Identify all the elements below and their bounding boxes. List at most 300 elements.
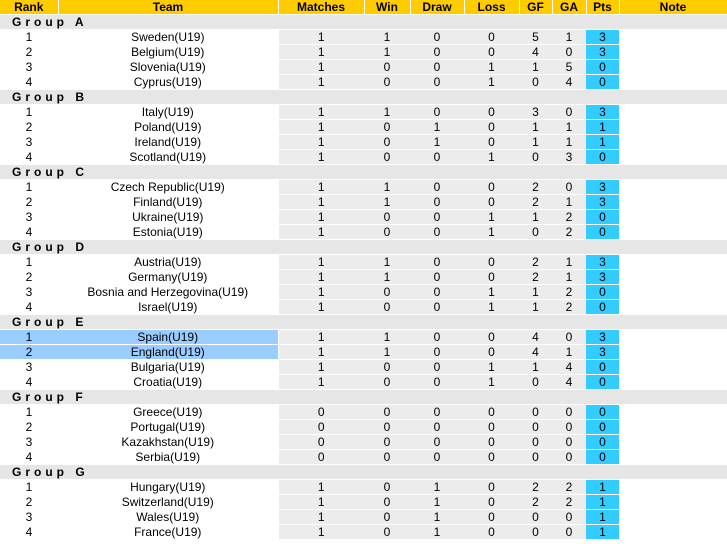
win-cell: 0	[364, 120, 410, 135]
matches-cell: 1	[278, 75, 364, 90]
pts-cell: 3	[586, 345, 619, 360]
group-title: Group G	[0, 465, 727, 480]
loss-cell: 0	[464, 135, 519, 150]
team-cell[interactable]: Bosnia and Herzegovina(U19)	[58, 285, 278, 300]
matches-cell: 0	[278, 420, 364, 435]
draw-cell: 1	[410, 135, 464, 150]
team-cell[interactable]: Poland(U19)	[58, 120, 278, 135]
matches-cell: 1	[278, 225, 364, 240]
matches-cell: 1	[278, 135, 364, 150]
gf-cell: 0	[519, 435, 552, 450]
table-row[interactable]	[0, 180, 727, 195]
table-row[interactable]	[0, 135, 727, 150]
loss-cell: 0	[464, 105, 519, 120]
pts-cell: 0	[586, 435, 619, 450]
note-cell	[619, 405, 727, 420]
win-cell: 0	[364, 60, 410, 75]
ga-cell: 1	[552, 255, 586, 270]
pts-cell: 1	[586, 135, 619, 150]
table-row[interactable]	[0, 285, 727, 300]
table-row[interactable]	[0, 360, 727, 375]
matches-cell: 1	[278, 60, 364, 75]
team-cell[interactable]: Belgium(U19)	[58, 45, 278, 60]
header-rank[interactable]: Rank	[0, 0, 58, 15]
draw-cell: 0	[410, 360, 464, 375]
draw-cell: 1	[410, 480, 464, 495]
team-cell[interactable]: Croatia(U19)	[58, 375, 278, 390]
ga-cell: 2	[552, 495, 586, 510]
loss-cell: 1	[464, 225, 519, 240]
group-header-row	[0, 90, 727, 105]
loss-cell: 0	[464, 195, 519, 210]
group-title: Group A	[0, 15, 727, 30]
loss-cell: 0	[464, 45, 519, 60]
loss-cell: 0	[464, 180, 519, 195]
note-cell	[619, 360, 727, 375]
group-header-row	[0, 465, 727, 480]
team-cell[interactable]: Czech Republic(U19)	[58, 180, 278, 195]
note-cell	[619, 195, 727, 210]
win-cell: 0	[364, 525, 410, 540]
draw-cell: 0	[410, 45, 464, 60]
rank-cell: 4	[0, 225, 58, 240]
rank-cell: 1	[0, 480, 58, 495]
pts-cell: 0	[586, 225, 619, 240]
table-row[interactable]	[0, 60, 727, 75]
rank-cell: 3	[0, 510, 58, 525]
rank-cell: 1	[0, 405, 58, 420]
win-cell: 0	[364, 210, 410, 225]
win-cell: 1	[364, 345, 410, 360]
win-cell: 0	[364, 480, 410, 495]
table-row[interactable]	[0, 120, 727, 135]
pts-cell: 0	[586, 300, 619, 315]
gf-cell: 1	[519, 285, 552, 300]
rank-cell: 4	[0, 450, 58, 465]
team-cell[interactable]: Italy(U19)	[58, 105, 278, 120]
gf-cell: 0	[519, 150, 552, 165]
matches-cell: 1	[278, 195, 364, 210]
note-cell	[619, 450, 727, 465]
draw-cell: 0	[410, 270, 464, 285]
ga-cell: 0	[552, 180, 586, 195]
rank-cell: 2	[0, 45, 58, 60]
pts-cell: 0	[586, 375, 619, 390]
loss-cell: 1	[464, 60, 519, 75]
pts-cell: 3	[586, 180, 619, 195]
group-header-row	[0, 165, 727, 180]
team-cell[interactable]: Serbia(U19)	[58, 450, 278, 465]
draw-cell: 1	[410, 495, 464, 510]
rank-cell: 2	[0, 345, 58, 360]
table-row[interactable]	[0, 75, 727, 90]
note-cell	[619, 45, 727, 60]
group-title: Group F	[0, 390, 727, 405]
ga-cell: 0	[552, 405, 586, 420]
loss-cell: 1	[464, 210, 519, 225]
win-cell: 0	[364, 375, 410, 390]
ga-cell: 4	[552, 375, 586, 390]
matches-cell: 1	[278, 300, 364, 315]
loss-cell: 1	[464, 375, 519, 390]
ga-cell: 0	[552, 450, 586, 465]
team-cell[interactable]: Hungary(U19)	[58, 480, 278, 495]
gf-cell: 0	[519, 375, 552, 390]
gf-cell: 0	[519, 450, 552, 465]
ga-cell: 1	[552, 270, 586, 285]
gf-cell: 1	[519, 120, 552, 135]
header-ga[interactable]: GA	[552, 0, 586, 15]
rank-cell: 3	[0, 360, 58, 375]
header-draw[interactable]: Draw	[410, 0, 464, 15]
draw-cell: 0	[410, 330, 464, 345]
draw-cell: 0	[410, 405, 464, 420]
group-title: Group E	[0, 315, 727, 330]
matches-cell: 1	[278, 105, 364, 120]
gf-cell: 5	[519, 30, 552, 45]
rank-cell: 3	[0, 135, 58, 150]
table-row[interactable]	[0, 105, 727, 120]
table-row[interactable]	[0, 150, 727, 165]
ga-cell: 0	[552, 420, 586, 435]
team-cell[interactable]: Austria(U19)	[58, 255, 278, 270]
loss-cell: 1	[464, 75, 519, 90]
draw-cell: 0	[410, 195, 464, 210]
group-header-row	[0, 240, 727, 255]
loss-cell: 0	[464, 330, 519, 345]
team-cell[interactable]: England(U19)	[58, 345, 278, 360]
rank-cell: 2	[0, 270, 58, 285]
gf-cell: 0	[519, 420, 552, 435]
ga-cell: 5	[552, 60, 586, 75]
win-cell: 0	[364, 135, 410, 150]
table-row[interactable]	[0, 225, 727, 240]
note-cell	[619, 225, 727, 240]
matches-cell: 1	[278, 375, 364, 390]
table-row[interactable]	[0, 45, 727, 60]
rank-cell: 2	[0, 195, 58, 210]
table-row[interactable]	[0, 375, 727, 390]
loss-cell: 0	[464, 270, 519, 285]
ga-cell: 2	[552, 210, 586, 225]
win-cell: 0	[364, 75, 410, 90]
draw-cell: 0	[410, 375, 464, 390]
pts-cell: 3	[586, 255, 619, 270]
matches-cell: 1	[278, 270, 364, 285]
team-cell[interactable]: Germany(U19)	[58, 270, 278, 285]
gf-cell: 1	[519, 300, 552, 315]
pts-cell: 0	[586, 450, 619, 465]
loss-cell: 0	[464, 345, 519, 360]
rank-cell: 3	[0, 435, 58, 450]
table-row[interactable]	[0, 345, 727, 360]
gf-cell: 0	[519, 225, 552, 240]
header-matches[interactable]: Matches	[278, 0, 364, 15]
note-cell	[619, 345, 727, 360]
rank-cell: 4	[0, 525, 58, 540]
matches-cell: 1	[278, 345, 364, 360]
note-cell	[619, 330, 727, 345]
team-cell[interactable]: Portugal(U19)	[58, 420, 278, 435]
rank-cell: 3	[0, 60, 58, 75]
gf-cell: 2	[519, 480, 552, 495]
team-cell[interactable]: Finland(U19)	[58, 195, 278, 210]
table-row[interactable]	[0, 330, 727, 345]
win-cell: 0	[364, 150, 410, 165]
matches-cell: 1	[278, 210, 364, 225]
pts-cell: 3	[586, 195, 619, 210]
rank-cell: 4	[0, 150, 58, 165]
table-row[interactable]	[0, 30, 727, 45]
rank-cell: 4	[0, 375, 58, 390]
pts-cell: 0	[586, 405, 619, 420]
note-cell	[619, 300, 727, 315]
matches-cell: 1	[278, 150, 364, 165]
note-cell	[619, 150, 727, 165]
note-cell	[619, 435, 727, 450]
gf-cell: 1	[519, 210, 552, 225]
team-cell[interactable]: Sweden(U19)	[58, 30, 278, 45]
pts-cell: 0	[586, 150, 619, 165]
header-gf[interactable]: GF	[519, 0, 552, 15]
table-row[interactable]	[0, 255, 727, 270]
draw-cell: 0	[410, 105, 464, 120]
team-cell[interactable]: France(U19)	[58, 525, 278, 540]
draw-cell: 0	[410, 345, 464, 360]
draw-cell: 0	[410, 285, 464, 300]
table-row[interactable]	[0, 300, 727, 315]
win-cell: 0	[364, 495, 410, 510]
matches-cell: 0	[278, 450, 364, 465]
matches-cell: 1	[278, 480, 364, 495]
ga-cell: 1	[552, 345, 586, 360]
ga-cell: 3	[552, 150, 586, 165]
loss-cell: 0	[464, 495, 519, 510]
draw-cell: 0	[410, 210, 464, 225]
team-cell[interactable]: Kazakhstan(U19)	[58, 435, 278, 450]
matches-cell: 0	[278, 405, 364, 420]
team-cell[interactable]: Scotland(U19)	[58, 150, 278, 165]
team-cell[interactable]: Switzerland(U19)	[58, 495, 278, 510]
pts-cell: 1	[586, 510, 619, 525]
header-loss[interactable]: Loss	[464, 0, 519, 15]
pts-cell: 1	[586, 495, 619, 510]
pts-cell: 0	[586, 360, 619, 375]
team-cell[interactable]: Israel(U19)	[58, 300, 278, 315]
team-cell[interactable]: Ireland(U19)	[58, 135, 278, 150]
gf-cell: 1	[519, 135, 552, 150]
win-cell: 1	[364, 30, 410, 45]
matches-cell: 1	[278, 45, 364, 60]
ga-cell: 0	[552, 105, 586, 120]
gf-cell: 2	[519, 195, 552, 210]
ga-cell: 2	[552, 285, 586, 300]
loss-cell: 0	[464, 30, 519, 45]
gf-cell: 0	[519, 75, 552, 90]
win-cell: 1	[364, 255, 410, 270]
matches-cell: 1	[278, 495, 364, 510]
team-cell[interactable]: Bulgaria(U19)	[58, 360, 278, 375]
note-cell	[619, 105, 727, 120]
header-team[interactable]: Team	[58, 0, 278, 15]
ga-cell: 0	[552, 330, 586, 345]
win-cell: 0	[364, 225, 410, 240]
pts-cell: 3	[586, 330, 619, 345]
matches-cell: 1	[278, 285, 364, 300]
draw-cell: 1	[410, 120, 464, 135]
ga-cell: 4	[552, 360, 586, 375]
note-cell	[619, 270, 727, 285]
pts-cell: 3	[586, 105, 619, 120]
rank-cell: 2	[0, 420, 58, 435]
pts-cell: 1	[586, 480, 619, 495]
header-note[interactable]: Note	[619, 0, 727, 15]
note-cell	[619, 420, 727, 435]
ga-cell: 0	[552, 510, 586, 525]
ga-cell: 4	[552, 75, 586, 90]
ga-cell: 2	[552, 480, 586, 495]
note-cell	[619, 60, 727, 75]
note-cell	[619, 135, 727, 150]
win-cell: 0	[364, 510, 410, 525]
rank-cell: 4	[0, 75, 58, 90]
draw-cell: 0	[410, 300, 464, 315]
team-cell[interactable]: Slovenia(U19)	[58, 60, 278, 75]
rank-cell: 3	[0, 285, 58, 300]
pts-cell: 1	[586, 120, 619, 135]
matches-cell: 1	[278, 510, 364, 525]
team-cell[interactable]: Spain(U19)	[58, 330, 278, 345]
loss-cell: 0	[464, 255, 519, 270]
matches-cell: 1	[278, 525, 364, 540]
note-cell	[619, 30, 727, 45]
loss-cell: 1	[464, 150, 519, 165]
team-cell[interactable]: Wales(U19)	[58, 510, 278, 525]
rank-cell: 3	[0, 210, 58, 225]
draw-cell: 0	[410, 420, 464, 435]
loss-cell: 0	[464, 480, 519, 495]
table-row[interactable]	[0, 495, 727, 510]
note-cell	[619, 75, 727, 90]
note-cell	[619, 525, 727, 540]
ga-cell: 0	[552, 525, 586, 540]
rank-cell: 1	[0, 105, 58, 120]
group-header-row	[0, 390, 727, 405]
rank-cell: 2	[0, 495, 58, 510]
loss-cell: 0	[464, 525, 519, 540]
note-cell	[619, 510, 727, 525]
draw-cell: 0	[410, 30, 464, 45]
draw-cell: 0	[410, 75, 464, 90]
win-cell: 0	[364, 300, 410, 315]
group-title: Group D	[0, 240, 727, 255]
team-cell[interactable]: Greece(U19)	[58, 405, 278, 420]
header-win[interactable]: Win	[364, 0, 410, 15]
matches-cell: 1	[278, 120, 364, 135]
table-row[interactable]	[0, 480, 727, 495]
note-cell	[619, 375, 727, 390]
loss-cell: 1	[464, 360, 519, 375]
matches-cell: 0	[278, 435, 364, 450]
draw-cell: 0	[410, 255, 464, 270]
win-cell: 0	[364, 450, 410, 465]
note-cell	[619, 285, 727, 300]
win-cell: 1	[364, 270, 410, 285]
pts-cell: 3	[586, 30, 619, 45]
gf-cell: 0	[519, 510, 552, 525]
draw-cell: 0	[410, 450, 464, 465]
gf-cell: 0	[519, 405, 552, 420]
table-row[interactable]	[0, 420, 727, 435]
loss-cell: 0	[464, 120, 519, 135]
gf-cell: 4	[519, 45, 552, 60]
loss-cell: 0	[464, 450, 519, 465]
rank-cell: 1	[0, 30, 58, 45]
table-row[interactable]	[0, 210, 727, 225]
table-row[interactable]	[0, 450, 727, 465]
table-row[interactable]	[0, 435, 727, 450]
table-row[interactable]	[0, 270, 727, 285]
gf-cell: 4	[519, 330, 552, 345]
note-cell	[619, 495, 727, 510]
loss-cell: 1	[464, 300, 519, 315]
draw-cell: 0	[410, 225, 464, 240]
table-row[interactable]	[0, 510, 727, 525]
team-cell[interactable]: Cyprus(U19)	[58, 75, 278, 90]
rank-cell: 1	[0, 330, 58, 345]
table-row[interactable]	[0, 525, 727, 540]
table-row[interactable]	[0, 195, 727, 210]
note-cell	[619, 255, 727, 270]
group-header-row	[0, 15, 727, 30]
win-cell: 1	[364, 105, 410, 120]
rank-cell: 2	[0, 120, 58, 135]
gf-cell: 2	[519, 255, 552, 270]
win-cell: 0	[364, 360, 410, 375]
gf-cell: 2	[519, 180, 552, 195]
note-cell	[619, 480, 727, 495]
draw-cell: 0	[410, 150, 464, 165]
team-cell[interactable]: Estonia(U19)	[58, 225, 278, 240]
pts-cell: 1	[586, 525, 619, 540]
ga-cell: 0	[552, 45, 586, 60]
header-pts[interactable]: Pts	[586, 0, 619, 15]
team-cell[interactable]: Ukraine(U19)	[58, 210, 278, 225]
pts-cell: 3	[586, 45, 619, 60]
matches-cell: 1	[278, 255, 364, 270]
loss-cell: 0	[464, 435, 519, 450]
gf-cell: 3	[519, 105, 552, 120]
loss-cell: 1	[464, 285, 519, 300]
table-row[interactable]	[0, 405, 727, 420]
pts-cell: 0	[586, 75, 619, 90]
loss-cell: 0	[464, 510, 519, 525]
matches-cell: 1	[278, 30, 364, 45]
ga-cell: 1	[552, 135, 586, 150]
win-cell: 1	[364, 45, 410, 60]
loss-cell: 0	[464, 420, 519, 435]
draw-cell: 1	[410, 525, 464, 540]
rank-cell: 1	[0, 180, 58, 195]
ga-cell: 0	[552, 435, 586, 450]
group-title: Group C	[0, 165, 727, 180]
matches-cell: 1	[278, 330, 364, 345]
pts-cell: 0	[586, 210, 619, 225]
ga-cell: 1	[552, 30, 586, 45]
gf-cell: 0	[519, 525, 552, 540]
note-cell	[619, 120, 727, 135]
gf-cell: 2	[519, 270, 552, 285]
